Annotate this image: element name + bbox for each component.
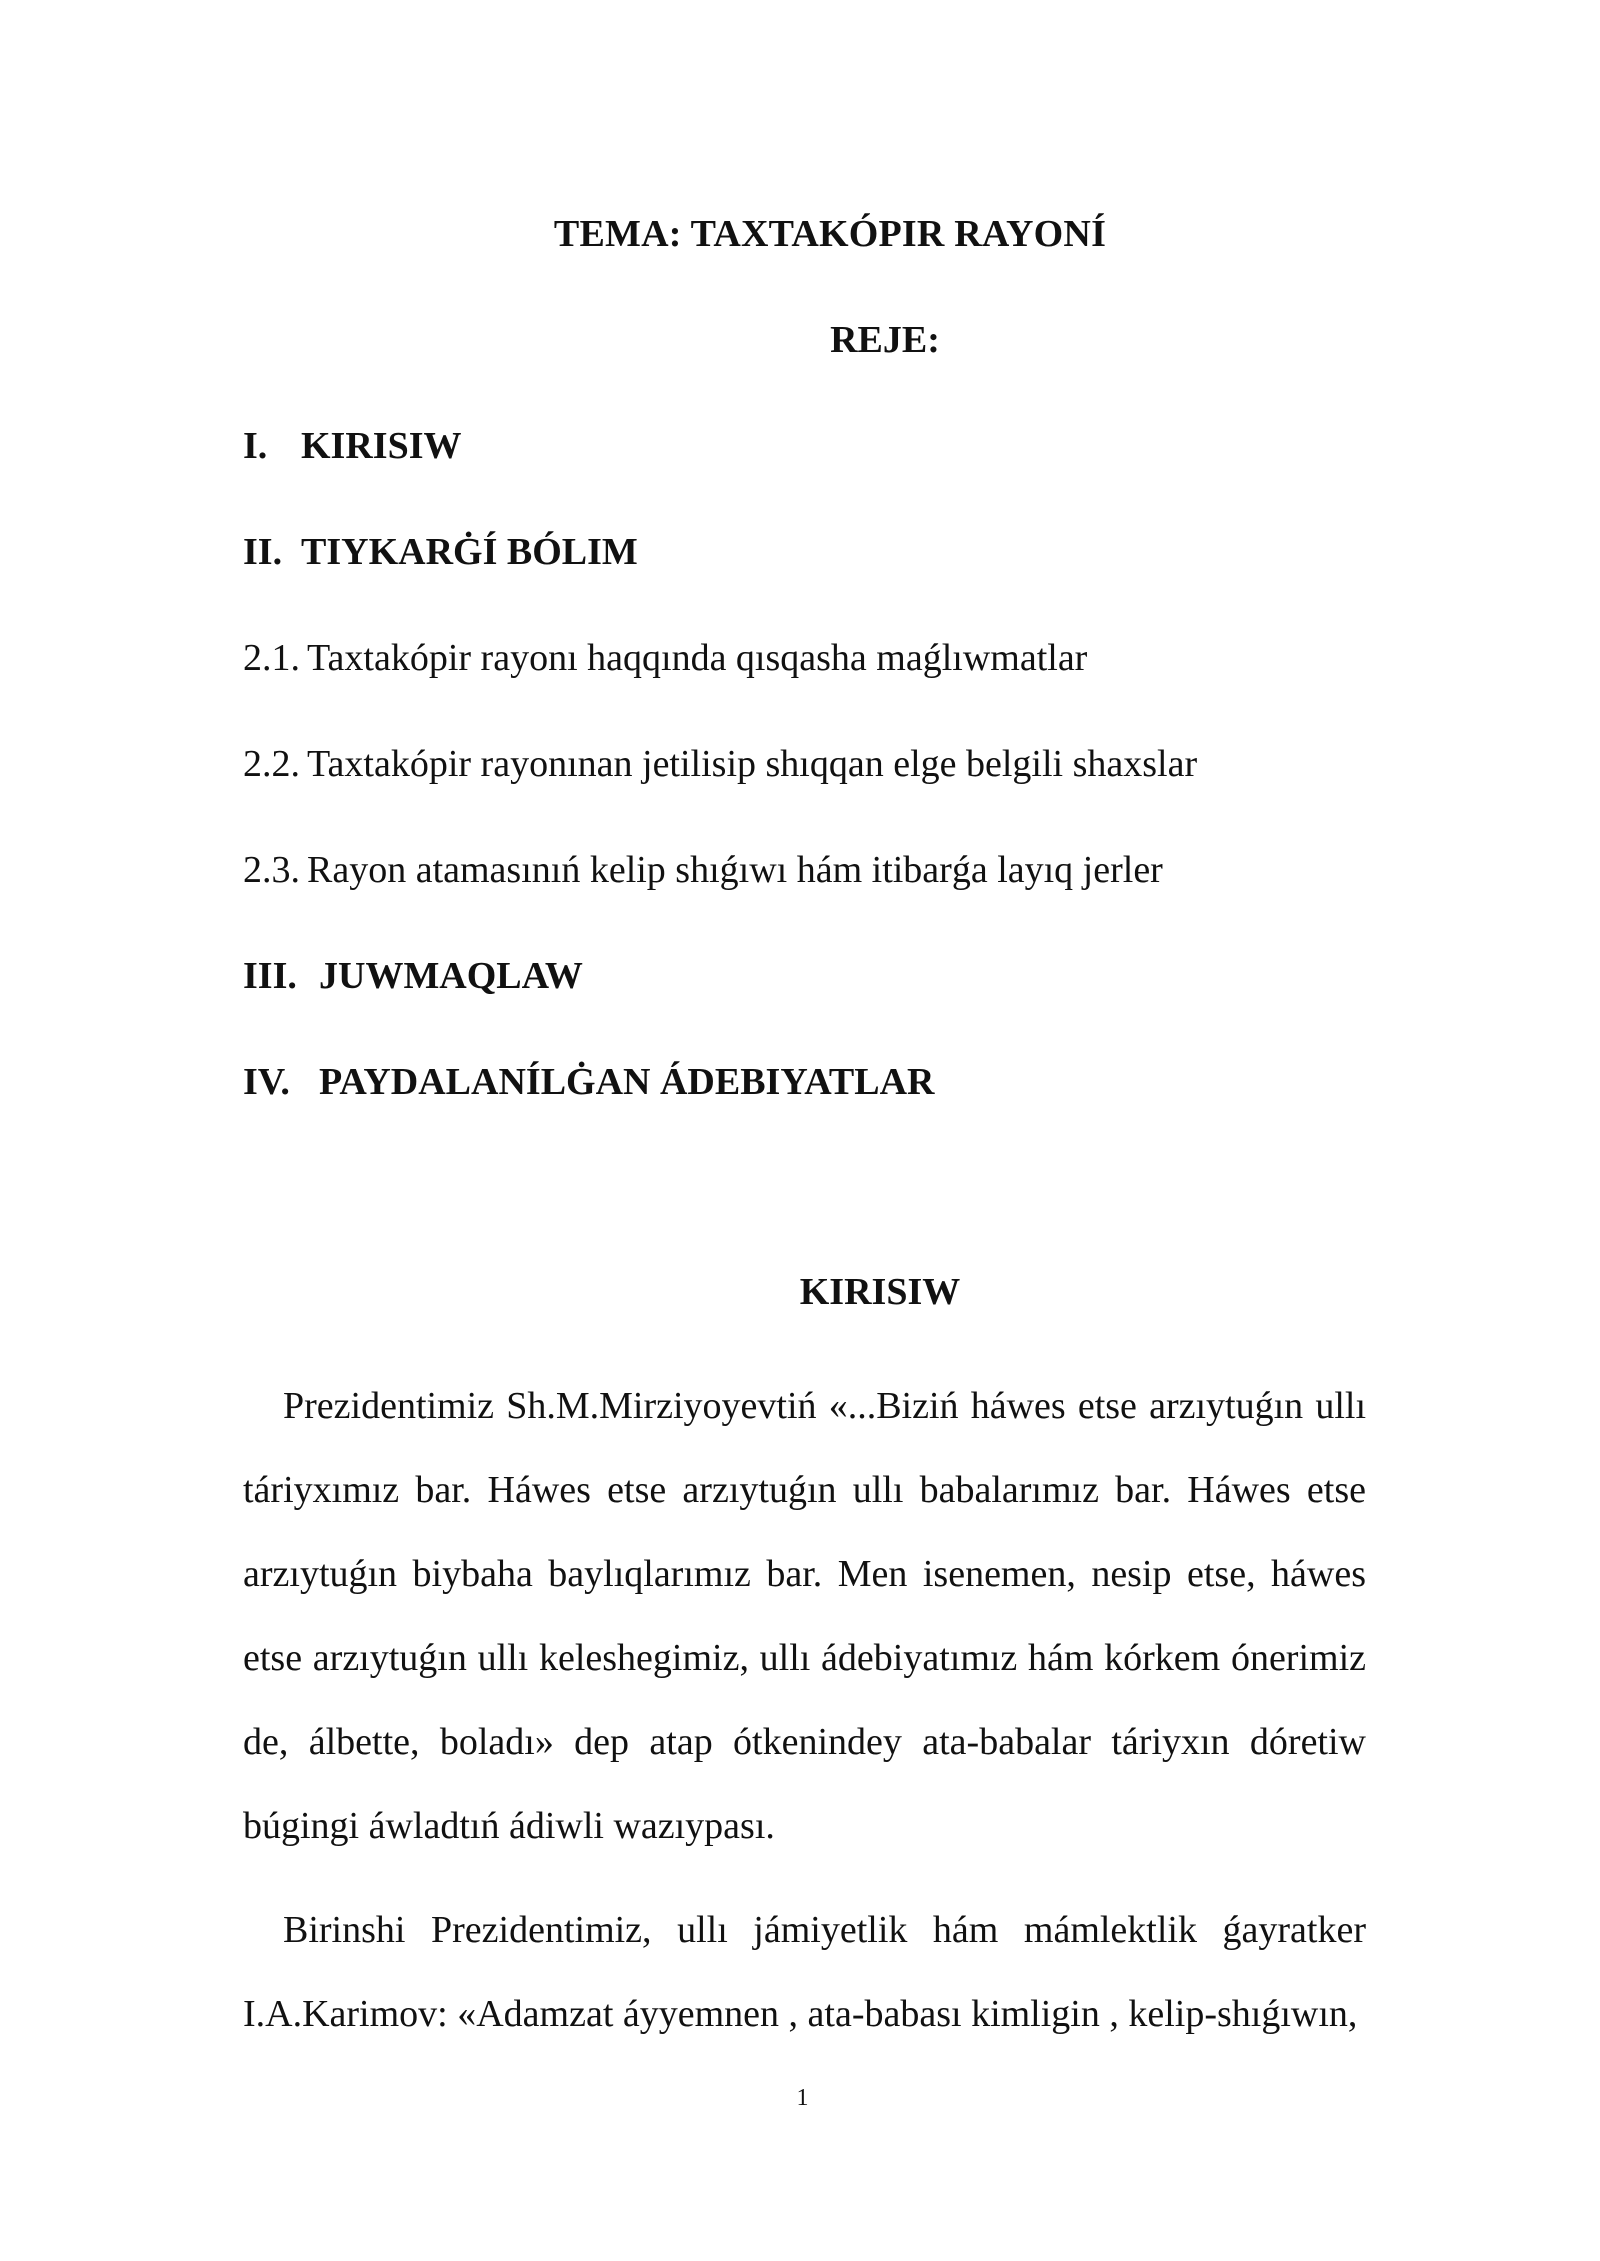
body-paragraph: Prezidentimiz Sh.M.Mirziyoyevtiń «...Biziń háwes etse arzıytuǵın ullı táriyxımız bar. Háwes etse arzıytuǵın ullı babalarımız bar. Háwes etse arzıytuǵın biybaha baylıqlarımız bar. Men isenemen, nesip etse, háwes etse arzıytuǵın ullı keleshegimiz, ullı ádebiyatımız hám kórkem ónerimiz de, álbette, boladı» dep atap ótkenindey ata-babalar táriyxın dóretiw búgingi áwladtıń ádiwli wazıypası. [243,1385,1366,1847]
plan-item-number: IV. [243,1061,290,1103]
body-paragraph: Birinshi Prezidentimiz, ullı jámiyetlik hám mámlektlik ǵayratker I.A.Karimov: «Adamzat áyyemnen , ata-babası kimligin , kelip-shıǵıwın, [243,1909,1366,2035]
plan-item [243,742,1197,786]
plan-item-number: 2.3. [243,849,300,891]
plan-item-label: Taxtakópir rayonınan jetilisip shıqqan elge belgili shaxslar [307,743,1198,785]
plan-item-number: I. [243,425,268,467]
plan-item [243,636,1087,680]
document-title: TEMA: TAXTAKÓPIR RAYONÍ [553,213,1107,255]
plan-item-label: Rayon atamasınıń kelip shıǵıwı hám itibarǵa layıq jerler [307,849,1163,891]
plan-heading: REJE: [830,319,940,361]
plan-item-label: TIYKARĠÍ BÓLIM [301,531,638,573]
plan-item-number: 2.1. [243,637,300,679]
plan-item-label: Taxtakópir rayonı haqqında qısqasha maǵlıwmatlar [307,637,1088,679]
plan-item-number: II. [243,531,283,573]
plan-item [243,424,462,468]
page-number: 1 [796,2085,809,2111]
plan-item [243,954,583,998]
plan-item-label: KIRISIW [301,425,462,467]
section-heading-kirisiw: KIRISIW [799,1271,961,1313]
plan-item-label: PAYDALANÍLĠAN ÁDEBIYATLAR [319,1061,935,1103]
plan-item-number: III. [243,955,297,997]
plan-item [243,848,1163,892]
plan-item-number: 2.2. [243,743,300,785]
plan-item [243,1060,935,1104]
plan-item-label: JUWMAQLAW [319,955,583,997]
plan-item [243,530,638,574]
